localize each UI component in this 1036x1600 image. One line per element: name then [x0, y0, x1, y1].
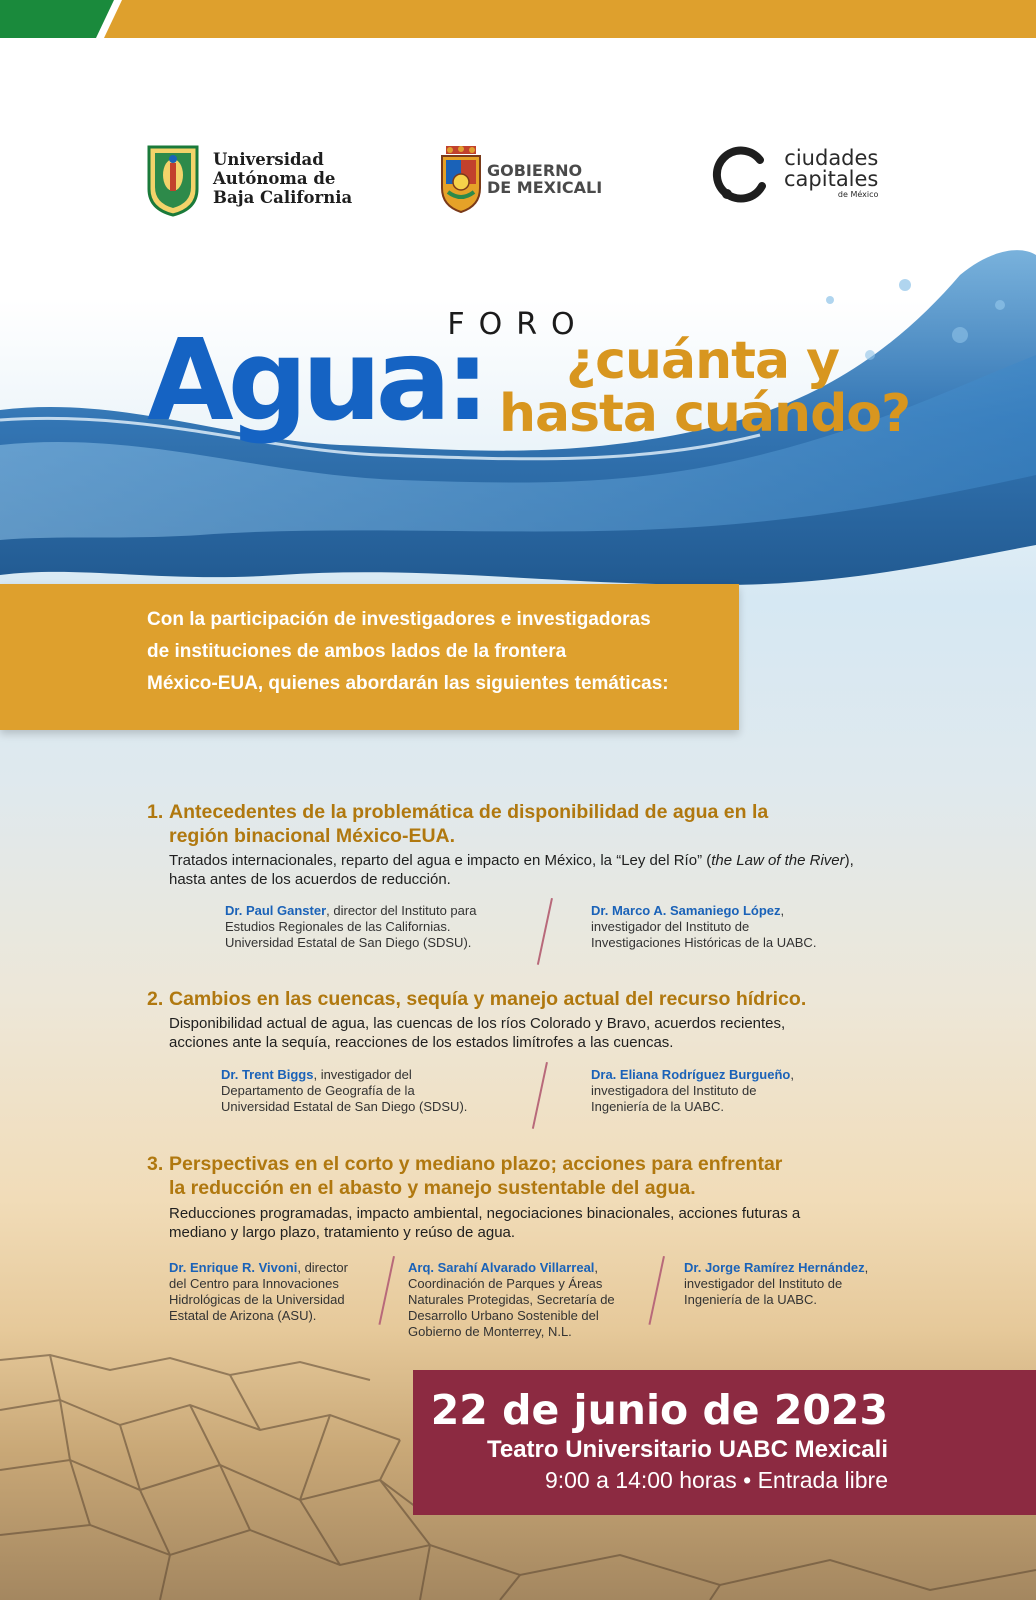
speaker-line: Coordinación de Parques y Áreas — [408, 1276, 603, 1291]
ciudades-capitales-ring-icon — [712, 146, 770, 204]
speaker-name: Dr. Marco A. Samaniego López — [591, 903, 781, 918]
speaker-line: del Centro para Innovaciones — [169, 1276, 339, 1291]
topic-3-title-line-2: la reducción en el abasto y manejo sustentable del agua. — [169, 1177, 696, 1199]
speaker-name: Dr. Paul Ganster — [225, 903, 327, 918]
title-kicker: FORO — [447, 307, 589, 342]
speaker-line: investigador del Instituto de — [591, 919, 750, 934]
speaker-name: Dra. Eliana Rodríguez Burgueño — [591, 1067, 791, 1082]
intro-line-3: México-EUA, quienes abordarán las siguientes temáticas: — [147, 673, 669, 694]
uabc-line-2: Autónoma de — [213, 169, 336, 188]
topic-1-title — [147, 800, 768, 848]
speaker-divider — [537, 898, 553, 965]
speaker-role: , investigador del — [313, 1067, 412, 1082]
uabc-shield-icon — [147, 145, 199, 217]
speaker-divider — [532, 1062, 548, 1129]
uabc-line-3: Baja California — [213, 188, 353, 207]
ciudades-line-1: ciudades — [784, 146, 879, 170]
speaker-role: , director — [297, 1260, 348, 1275]
speaker-role: , — [864, 1260, 869, 1275]
speaker-line: Investigaciones Históricas de la UABC. — [591, 935, 817, 950]
uabc-name — [213, 150, 352, 207]
event-date: 22 de junio de 2023 — [430, 1386, 888, 1434]
topic-2-title-line-1: Cambios en las cuencas, sequía y manejo actual del recurso hídrico. — [169, 988, 807, 1010]
speaker-line: Universidad Estatal de San Diego (SDSU). — [221, 1099, 468, 1114]
ciudades-line-2: capitales — [784, 167, 879, 191]
speaker-name: Dr. Trent Biggs — [221, 1067, 314, 1082]
topic-2-number: 2. — [147, 988, 164, 1010]
speaker-line: Desarrollo Urbano Sostenible del — [408, 1308, 599, 1323]
mexicali-name — [487, 162, 602, 196]
topic-2-title — [147, 987, 806, 1011]
title-main: Agua: — [147, 316, 484, 446]
topic-1-desc-italic: the Law of the River — [711, 852, 845, 869]
speaker-line: investigadora del Instituto de — [591, 1083, 757, 1098]
speaker-line: Ingeniería de la UABC. — [591, 1099, 724, 1114]
speaker-1-1 — [225, 903, 476, 951]
topic-1-description — [169, 851, 889, 889]
speaker-2-2 — [591, 1067, 794, 1115]
topic-1-title-line-1: Antecedentes de la problemática de disponibilidad de agua en la — [169, 801, 769, 823]
event-hours: 9:00 a 14:00 horas • Entrada libre — [544, 1467, 888, 1493]
title-question-line-1: ¿cuánta y — [566, 331, 840, 391]
speaker-2-1 — [221, 1067, 467, 1115]
speaker-name: Dr. Enrique R. Vivoni — [169, 1260, 298, 1275]
topic-2-desc-line-1: Disponibilidad actual de agua, las cuencas de los ríos Colorado y Bravo, acuerdos recientes, — [169, 1015, 786, 1032]
topic-2-desc-line-2: acciones ante la sequía, reacciones de los estados limítrofes a las cuencas. — [169, 1034, 674, 1051]
speaker-role: , — [780, 903, 785, 918]
top-color-stripe — [0, 0, 1036, 38]
speaker-line: Hidrológicas de la Universidad — [169, 1292, 345, 1307]
speaker-line: investigador del Instituto de — [684, 1276, 843, 1291]
speaker-role: , — [790, 1067, 794, 1082]
topic-3-description — [169, 1204, 889, 1242]
intro-line-1: Con la participación de investigadores e investigadoras — [147, 609, 651, 630]
speaker-line: Ingeniería de la UABC. — [684, 1292, 817, 1307]
speaker-line: Gobierno de Monterrey, N.L. — [408, 1324, 572, 1339]
mexicali-line-2: DE MEXICALI — [487, 178, 603, 197]
speaker-name: Dr. Jorge Ramírez Hernández — [684, 1260, 865, 1275]
title-question-line-2: hasta cuándo? — [499, 384, 911, 444]
topic-3-desc-line-1: Reducciones programadas, impacto ambiental, negociaciones binacionales, acciones futuras a — [169, 1205, 801, 1222]
speaker-line: Universidad Estatal de San Diego (SDSU). — [225, 935, 472, 950]
intro-text — [147, 604, 737, 700]
ciudades-name — [784, 148, 878, 200]
speaker-line: Naturales Protegidas, Secretaría de — [408, 1292, 615, 1307]
ciudades-sub: de México — [837, 190, 879, 199]
mexicali-line-1: GOBIERNO — [487, 161, 583, 180]
mexicali-coat-of-arms-icon — [440, 144, 482, 214]
topic-3-title — [147, 1152, 782, 1200]
speaker-name: Arq. Sarahí Alvarado Villarreal — [408, 1260, 595, 1275]
topic-1-desc-part-2: ), hasta antes de los acuerdos de reducción. — [169, 852, 854, 888]
topic-1-number: 1. — [147, 801, 164, 823]
topic-1-desc-part-1: Tratados internacionales, reparto del agua e impacto en México, la “Ley del Río” ( — [169, 852, 712, 869]
speaker-line: Estudios Regionales de las Californias. — [225, 919, 451, 934]
intro-line-2: de instituciones de ambos lados de la frontera — [147, 641, 567, 662]
topic-2-description — [169, 1014, 889, 1052]
topic-3-title-line-1: Perspectivas en el corto y mediano plazo; acciones para enfrentar — [169, 1153, 783, 1175]
uabc-line-1: Universidad — [213, 150, 324, 169]
speaker-1-2 — [591, 903, 816, 951]
speaker-role: , director del Instituto para — [326, 903, 477, 918]
event-venue: Teatro Universitario UABC Mexicali — [486, 1436, 888, 1463]
speaker-line: Departamento de Geografía de la — [221, 1083, 415, 1098]
topic-3-desc-line-2: mediano y largo plazo, tratamiento y reúso de agua. — [169, 1224, 516, 1241]
topic-3-number: 3. — [147, 1153, 164, 1175]
topic-1-title-line-2: región binacional México-EUA. — [169, 825, 456, 847]
speaker-role: , — [594, 1260, 599, 1275]
speaker-line: Estatal de Arizona (ASU). — [169, 1308, 317, 1323]
